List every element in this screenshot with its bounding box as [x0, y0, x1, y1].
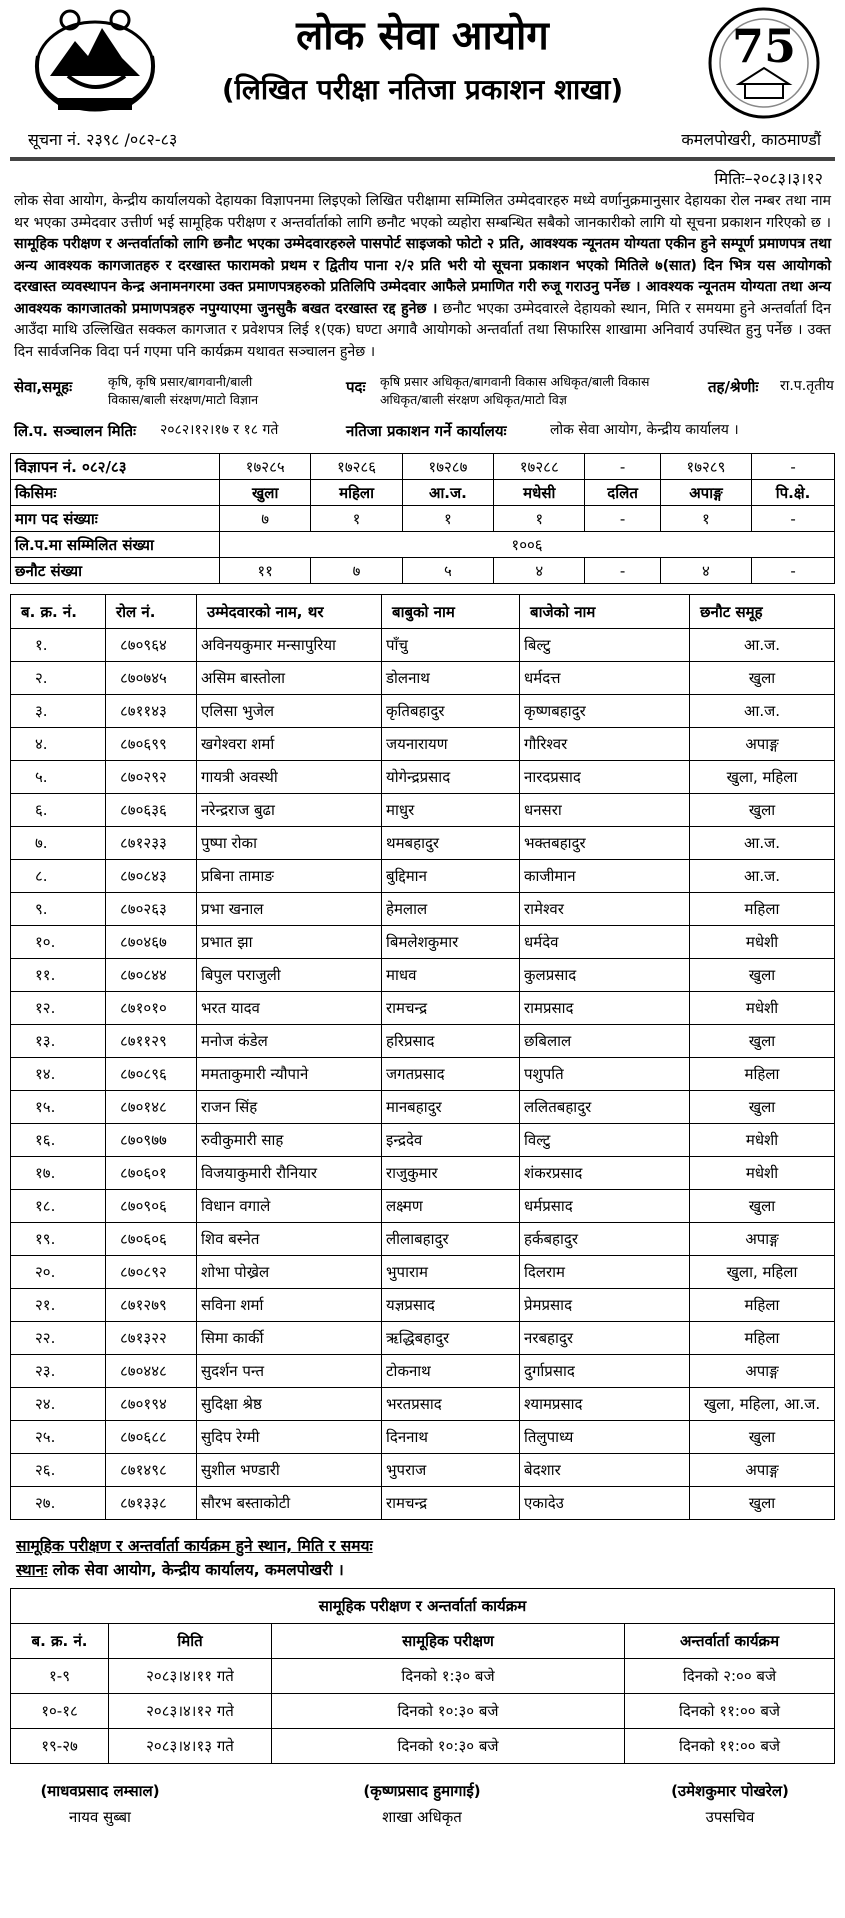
signatory-designation: शाखा अधिकृत: [382, 1808, 462, 1826]
col-header-name: उम्मेदवारको नाम, थर: [197, 595, 382, 629]
cand-roll: ८७०४६७: [106, 926, 197, 959]
advt-participated-row: [11, 532, 835, 558]
cand-father: रामचन्द्र: [382, 1487, 520, 1520]
candidate-row: [11, 1157, 835, 1190]
signatory-name: (उमेशकुमार पोखरेल): [671, 1782, 789, 1800]
cand-father: भरतप्रसाद: [382, 1388, 520, 1421]
cand-name: सुदिक्षा श्रेष्ठ: [197, 1388, 382, 1421]
candidate-row: [11, 992, 835, 1025]
cand-father: लीलाबहादुर: [382, 1223, 520, 1256]
cand-grandfather: तिलुपाध्य: [520, 1421, 690, 1454]
cand-grandfather: धनसरा: [520, 794, 690, 827]
notice-text-3: छनौट भएका उम्मेदवारले देहायको स्थान, मिति र समयमा हुने अन्तर्वार्ता दिन आउँदा माथि उल्लिखित सक्कल कागजात र प्रवेशपत्र लिई १(एक) घण्टा अगावै आयोगको अन्तर्वार्ता तथा सिफारिस शाखामा अनिवार्य उपस्थित हुनु पर्नेछ । उक्त दिन सार्वजनिक विदा पर्न गएमा पनि कार्यक्रम यथावत सञ्चालन हुनेछ ।: [14, 300, 831, 360]
cand-grandfather: छबिलाल: [520, 1025, 690, 1058]
cand-serial: २५.: [11, 1421, 106, 1454]
cand-roll: ८७०२६३: [106, 893, 197, 926]
programme-caption: सामूहिक परीक्षण र अन्तर्वार्ता कार्यक्रम: [11, 1589, 835, 1624]
cand-grandfather: नारदप्रसाद: [520, 761, 690, 794]
cand-name: सुदर्शन पन्त: [197, 1355, 382, 1388]
advt-selected: ११: [220, 558, 311, 584]
cand-grandfather: कुलप्रसाद: [520, 959, 690, 992]
candidate-row: [11, 662, 835, 695]
cand-group: खुला: [690, 794, 835, 827]
cand-roll: ८७११२९: [106, 1025, 197, 1058]
candidate-row: [11, 761, 835, 794]
cand-roll: ८७०८४३: [106, 860, 197, 893]
cand-group: महिला: [690, 1322, 835, 1355]
cand-group: महिला: [690, 1289, 835, 1322]
advt-selected: ४: [494, 558, 585, 584]
cand-group: खुला, महिला, आ.ज.: [690, 1388, 835, 1421]
cand-serial: ४.: [11, 728, 106, 761]
cand-father: बुद्दिमान: [382, 860, 520, 893]
cand-grandfather: बिल्टु: [520, 629, 690, 662]
signature: [292, 1778, 552, 1830]
logo-75-text: 75: [731, 19, 797, 73]
cand-roll: ८७१३३८: [106, 1487, 197, 1520]
cand-serial: २०.: [11, 1256, 106, 1289]
prog-group-test: दिनको १०:३० बजे: [272, 1694, 625, 1729]
cand-roll: ८७०६८८: [106, 1421, 197, 1454]
cand-grandfather: दिलराम: [520, 1256, 690, 1289]
col-header-serial: ब. क्र. नं.: [11, 595, 106, 629]
office-label: नतिजा प्रकाशन गर्ने कार्यालयः: [346, 422, 507, 440]
advt-demand: १: [402, 506, 493, 532]
cand-name: पुष्पा रोका: [197, 827, 382, 860]
candidate-row: [11, 1256, 835, 1289]
programme-table: [10, 1588, 835, 1764]
advt-number: -: [585, 454, 660, 480]
cand-father: रामचन्द्र: [382, 992, 520, 1025]
cand-grandfather: गौरिश्वर: [520, 728, 690, 761]
signatory-designation: नायव सुब्बा: [69, 1808, 131, 1826]
cand-serial: १४.: [11, 1058, 106, 1091]
cand-serial: १३.: [11, 1025, 106, 1058]
cand-group: अपाङ्ग: [690, 1454, 835, 1487]
cand-serial: २३.: [11, 1355, 106, 1388]
cand-group: आ.ज.: [690, 860, 835, 893]
cand-grandfather: रामप्रसाद: [520, 992, 690, 1025]
office-value: लोक सेवा आयोग, केन्द्रीय कार्यालय ।: [550, 422, 739, 438]
candidate-row: [11, 1058, 835, 1091]
cand-group: महिला: [690, 1058, 835, 1091]
cand-roll: ८७०१४८: [106, 1091, 197, 1124]
programme-row: [11, 1659, 835, 1694]
cand-group: खुला: [690, 1025, 835, 1058]
post-value-2: अधिकृत/बाली संरक्षण अधिकृत/माटो विज्ञ: [380, 392, 567, 407]
cand-group: महिला: [690, 893, 835, 926]
cand-roll: ८७०६९९: [106, 728, 197, 761]
cand-name: विधान वगाले: [197, 1190, 382, 1223]
candidate-row: [11, 1322, 835, 1355]
candidate-row: [11, 728, 835, 761]
advt-kind: अपाङ्ग: [660, 480, 751, 506]
cand-name: गायत्री अवस्थी: [197, 761, 382, 794]
prog-date: २०८३।४।१२ गते: [109, 1694, 272, 1729]
cand-roll: ८७०८९२: [106, 1256, 197, 1289]
cand-father: टोकनाथ: [382, 1355, 520, 1388]
candidate-table: [10, 594, 835, 1520]
cand-grandfather: हर्कबहादुर: [520, 1223, 690, 1256]
candidate-row: [11, 860, 835, 893]
candidate-row: [11, 1091, 835, 1124]
prog-date: २०८३।४।१३ गते: [109, 1729, 272, 1764]
prog-header-interview: अन्तर्वार्ता कार्यक्रम: [625, 1624, 835, 1659]
cand-serial: १२.: [11, 992, 106, 1025]
col-header-roll: रोल नं.: [106, 595, 197, 629]
cand-group: खुला: [690, 959, 835, 992]
cand-father: राजुकुमार: [382, 1157, 520, 1190]
advt-number: १७२८८: [494, 454, 585, 480]
notice-text-1: लोक सेवा आयोग, केन्द्रीय कार्यालयको देहायका विज्ञापनमा लिइएको लिखित परीक्षामा सम्मिलित उम्मेदवारहरु मध्ये वर्णानुक्रमानुसार देहायका रोल नम्बर तथा नाम थर भएका उम्मेदवार उत्तीर्ण भई सामूहिक परीक्षण र अन्तर्वार्ताको लागि छनौट भएको व्यहोरा सम्बन्धित सबैको जानकारीको लागि यो सूचना प्रकाशन गरिएको छ ।: [14, 193, 831, 231]
cand-group: खुला, महिला: [690, 761, 835, 794]
cand-father: कृतिबहादुर: [382, 695, 520, 728]
candidate-row: [11, 926, 835, 959]
advt-number: १७२८५: [220, 454, 311, 480]
venue-place-label: स्थानः: [16, 1561, 48, 1579]
programme-header-row: [11, 1624, 835, 1659]
cand-grandfather: काजीमान: [520, 860, 690, 893]
cand-father: डोलनाथ: [382, 662, 520, 695]
prog-date: २०८३।४।११ गते: [109, 1659, 272, 1694]
prog-interview: दिनको २:०० बजे: [625, 1659, 835, 1694]
cand-grandfather: प्रेमप्रसाद: [520, 1289, 690, 1322]
programme-row: [11, 1729, 835, 1764]
cand-father: पाँचु: [382, 629, 520, 662]
candidate-row: [11, 794, 835, 827]
cand-grandfather: धर्मदत्त: [520, 662, 690, 695]
signatory-designation: उपसचिव: [705, 1808, 755, 1826]
cand-roll: ८७०६०१: [106, 1157, 197, 1190]
cand-grandfather: धर्मप्रसाद: [520, 1190, 690, 1223]
signatory-name: (माधवप्रसाद लम्साल): [40, 1782, 160, 1800]
advt-selected: ५: [402, 558, 493, 584]
cand-name: ममताकुमारी न्यौपाने: [197, 1058, 382, 1091]
cand-name: मनोज कंडेल: [197, 1025, 382, 1058]
cand-grandfather: एकादेउ: [520, 1487, 690, 1520]
prog-serial: १-९: [11, 1659, 109, 1694]
service-value-2: विकास/बाली संरक्षण/माटो विज्ञान: [108, 392, 259, 407]
page-header: [10, 0, 835, 155]
prog-group-test: दिनको १०:३० बजे: [272, 1729, 625, 1764]
candidate-row: [11, 1124, 835, 1157]
candidate-row: [11, 1421, 835, 1454]
cand-father: माधुर: [382, 794, 520, 827]
level-value: रा.प.तृतीय: [780, 378, 834, 394]
candidate-row: [11, 893, 835, 926]
cand-name: प्रबिना तामाङ: [197, 860, 382, 893]
cand-roll: ८७०८९६: [106, 1058, 197, 1091]
advt-demand: -: [585, 506, 660, 532]
candidate-row: [11, 1190, 835, 1223]
cand-name: बिपुल पराजुली: [197, 959, 382, 992]
advt-selected: -: [752, 558, 835, 584]
cand-father: भुपाराम: [382, 1256, 520, 1289]
cand-roll: ८७१३२२: [106, 1322, 197, 1355]
cand-name: सविना शर्मा: [197, 1289, 382, 1322]
cand-grandfather: रामेश्वर: [520, 893, 690, 926]
cand-name: प्रभा खनाल: [197, 893, 382, 926]
cand-serial: २६.: [11, 1454, 106, 1487]
cand-group: अपाङ्ग: [690, 728, 835, 761]
cand-father: भुपराज: [382, 1454, 520, 1487]
candidate-row: [11, 1487, 835, 1520]
col-header-grandfather: बाजेको नाम: [520, 595, 690, 629]
advt-row-label: लि.प.मा सम्मिलित संख्या: [11, 532, 220, 558]
cand-serial: २.: [11, 662, 106, 695]
exam-date-value: २०८२।१२।१७ र १८ गते: [160, 422, 279, 438]
candidate-row: [11, 1388, 835, 1421]
advt-demand: ७: [220, 506, 311, 532]
candidate-header-row: [11, 595, 835, 629]
signature: [0, 1778, 230, 1830]
advt-selected-row: [11, 558, 835, 584]
cand-roll: ८७०६०६: [106, 1223, 197, 1256]
notice-number: सूचना नं. २३९८ /०८२-८३: [28, 130, 178, 149]
candidate-row: [11, 959, 835, 992]
anniversary-75-logo: [705, 4, 823, 122]
cand-serial: ७.: [11, 827, 106, 860]
candidate-row: [11, 1454, 835, 1487]
candidate-rows: [11, 629, 835, 1520]
advt-demand: -: [752, 506, 835, 532]
cand-grandfather: बेदशार: [520, 1454, 690, 1487]
cand-group: आ.ज.: [690, 629, 835, 662]
cand-name: भरत यादव: [197, 992, 382, 1025]
cand-group: खुला: [690, 1487, 835, 1520]
col-header-group: छनौट समूह: [690, 595, 835, 629]
signature-block: [10, 1778, 835, 1848]
prog-header-date: मिति: [109, 1624, 272, 1659]
cand-grandfather: नरबहादुर: [520, 1322, 690, 1355]
cand-serial: १९.: [11, 1223, 106, 1256]
advt-kind: महिला: [311, 480, 402, 506]
advt-demand: १: [311, 506, 402, 532]
cand-roll: ८७०६३६: [106, 794, 197, 827]
cand-father: बिमलेशकुमार: [382, 926, 520, 959]
candidate-row: [11, 1223, 835, 1256]
advt-row-label: विज्ञापन नं. ०८२/८३: [11, 454, 220, 480]
venue-section: [10, 1534, 835, 1582]
advt-kind: पि.क्षे.: [752, 480, 835, 506]
cand-roll: ८७०१९४: [106, 1388, 197, 1421]
prog-header-group-test: सामूहिक परीक्षण: [272, 1624, 625, 1659]
cand-serial: १६.: [11, 1124, 106, 1157]
cand-group: आ.ज.: [690, 827, 835, 860]
prog-group-test: दिनको १:३० बजे: [272, 1659, 625, 1694]
cand-roll: ८७०९०६: [106, 1190, 197, 1223]
cand-name: सुशील भण्डारी: [197, 1454, 382, 1487]
cand-roll: ८७०४४८: [106, 1355, 197, 1388]
cand-serial: १८.: [11, 1190, 106, 1223]
advt-selected: -: [585, 558, 660, 584]
cand-group: मधेशी: [690, 1124, 835, 1157]
col-header-father: बाबुको नाम: [382, 595, 520, 629]
cand-grandfather: ललितबहादुर: [520, 1091, 690, 1124]
cand-group: मधेशी: [690, 926, 835, 959]
cand-name: असिम बास्तोला: [197, 662, 382, 695]
advt-row-label: किसिमः: [11, 480, 220, 506]
cand-name: सुदिप रेग्मी: [197, 1421, 382, 1454]
notice-paragraph: [10, 191, 835, 363]
cand-name: एलिसा भुजेल: [197, 695, 382, 728]
cand-group: अपाङ्ग: [690, 1355, 835, 1388]
cand-serial: १.: [11, 629, 106, 662]
office-location: कमलपोखरी, काठमाण्डौं: [681, 130, 821, 149]
cand-serial: १५.: [11, 1091, 106, 1124]
prog-header-serial: ब. क्र. नं.: [11, 1624, 109, 1659]
cand-name: खगेश्वरा शर्मा: [197, 728, 382, 761]
advt-kind-row: [11, 480, 835, 506]
cand-father: हरिप्रसाद: [382, 1025, 520, 1058]
notice-text-bold: सामूहिक परीक्षण र अन्तर्वार्ताको लागि छनौट भएका उम्मेदवारहरुले पासपोर्ट साइजको फोटो २ प्रति, आवश्यक न्यूनतम योग्यता एकीन हुने सम्पूर्ण प्रमाणपत्र तथा अन्य आवश्यक कागजातहरु र दरखास्त फारामको प्रथम र द्वितीय पाना २/२ प्रति भरी यो सूचना प्रकाशन भएको मितिले ७(सात) दिन भित्र यस आयोगको दरखास्त व्यवस्थापन केन्द्र अनामनगरमा उक्त प्रमाणपत्रहरुको प्रतिलिपि उम्मेदवार आफैले प्रमाणित गरी रुजू गराउनु पर्नेछ । आवश्यक न्यूनतम योग्यता तथा अन्य आवश्यक कागजातको प्रमाणपत्रहरु नपुग्याएमा जुनसुकै बखत दरखास्त रद्द हुनेछ ।: [14, 236, 831, 317]
cand-name: शोभा पोख्रेल: [197, 1256, 382, 1289]
post-info: [10, 363, 835, 453]
cand-father: हेमलाल: [382, 893, 520, 926]
cand-serial: ११.: [11, 959, 106, 992]
cand-name: अविनयकुमार मन्सापुरिया: [197, 629, 382, 662]
cand-name: शिव बस्नेत: [197, 1223, 382, 1256]
advt-number: १७२८६: [311, 454, 402, 480]
candidate-row: [11, 1355, 835, 1388]
advt-participated: १००६: [220, 532, 835, 558]
cand-serial: २४.: [11, 1388, 106, 1421]
cand-group: खुला: [690, 662, 835, 695]
cand-father: यज्ञप्रसाद: [382, 1289, 520, 1322]
advt-demand: १: [494, 506, 585, 532]
cand-name: नरेन्द्रराज बुढा: [197, 794, 382, 827]
programme-row: [11, 1694, 835, 1729]
notice-date: मितिः–२०८३।३।१२: [714, 169, 823, 188]
cand-group: खुला, महिला: [690, 1256, 835, 1289]
cand-roll: ८७०८४४: [106, 959, 197, 992]
post-label: पदः: [346, 378, 366, 396]
advt-row-label: छनौट संख्या: [11, 558, 220, 584]
cand-serial: २७.: [11, 1487, 106, 1520]
advt-number: -: [752, 454, 835, 480]
cand-grandfather: दुर्गाप्रसाद: [520, 1355, 690, 1388]
advt-kind: दलित: [585, 480, 660, 506]
signature: [600, 1778, 845, 1830]
cand-name: रुवीकुमारी साह: [197, 1124, 382, 1157]
advt-selected: ४: [660, 558, 751, 584]
venue-place-value: लोक सेवा आयोग, केन्द्रीय कार्यालय, कमलपोखरी ।: [47, 1561, 344, 1579]
cand-group: मधेशी: [690, 992, 835, 1025]
cand-grandfather: भक्तबहादुर: [520, 827, 690, 860]
org-name: लोक सेवा आयोग: [296, 13, 549, 59]
branch-name: (लिखित परीक्षा नतिजा प्रकाशन शाखा): [221, 73, 624, 106]
cand-serial: ३.: [11, 695, 106, 728]
candidate-row: [11, 1025, 835, 1058]
candidate-row: [11, 629, 835, 662]
advt-kind: खुला: [220, 480, 311, 506]
cand-serial: ९.: [11, 893, 106, 926]
cand-name: राजन सिंह: [197, 1091, 382, 1124]
advt-kind: आ.ज.: [402, 480, 493, 506]
advt-number-row: [11, 454, 835, 480]
cand-roll: ८७०९६४: [106, 629, 197, 662]
cand-serial: २१.: [11, 1289, 106, 1322]
cand-grandfather: विल्टु: [520, 1124, 690, 1157]
cand-roll: ८७१४९८: [106, 1454, 197, 1487]
candidate-row: [11, 1289, 835, 1322]
exam-date-label: लि.प. सञ्चालन मितिः: [14, 422, 137, 440]
cand-serial: ८.: [11, 860, 106, 893]
advt-number: १७२८७: [402, 454, 493, 480]
signatory-name: (कृष्णप्रसाद हुमागाई): [363, 1782, 481, 1800]
candidate-row: [11, 695, 835, 728]
cand-group: खुला: [690, 1190, 835, 1223]
cand-roll: ८७१२७९: [106, 1289, 197, 1322]
cand-group: मधेशी: [690, 1157, 835, 1190]
advt-demand-row: [11, 506, 835, 532]
cand-group: खुला: [690, 1421, 835, 1454]
cand-father: इन्द्रदेव: [382, 1124, 520, 1157]
cand-grandfather: श्यामप्रसाद: [520, 1388, 690, 1421]
advt-number: १७२८९: [660, 454, 751, 480]
advt-row-label: माग पद संख्याः: [11, 506, 220, 532]
cand-father: माधव: [382, 959, 520, 992]
cand-father: थमबहादुर: [382, 827, 520, 860]
prog-interview: दिनको ११:०० बजे: [625, 1694, 835, 1729]
advt-demand: १: [660, 506, 751, 532]
cand-serial: २२.: [11, 1322, 106, 1355]
candidate-row: [11, 827, 835, 860]
advertisement-table: [10, 453, 835, 584]
cand-father: दिननाथ: [382, 1421, 520, 1454]
venue-heading: सामूहिक परीक्षण र अन्तर्वार्ता कार्यक्रम हुने स्थान, मिति र समयः: [16, 1537, 373, 1555]
level-label: तह/श्रेणीः: [708, 378, 759, 396]
cand-serial: ६.: [11, 794, 106, 827]
cand-group: आ.ज.: [690, 695, 835, 728]
service-label: सेवा,समूहः: [14, 378, 73, 396]
cand-group: खुला: [690, 1091, 835, 1124]
cand-serial: ५.: [11, 761, 106, 794]
cand-grandfather: कृष्णबहादुर: [520, 695, 690, 728]
advt-selected: ७: [311, 558, 402, 584]
prog-serial: १९-२७: [11, 1729, 109, 1764]
cand-roll: ८७१०१०: [106, 992, 197, 1025]
service-value-1: कृषि, कृषि प्रसार/बागवानी/बाली: [108, 374, 253, 389]
cand-father: जयनारायण: [382, 728, 520, 761]
cand-group: अपाङ्ग: [690, 1223, 835, 1256]
cand-grandfather: शंकरप्रसाद: [520, 1157, 690, 1190]
cand-father: लक्ष्मण: [382, 1190, 520, 1223]
cand-serial: १०.: [11, 926, 106, 959]
cand-name: सिमा कार्की: [197, 1322, 382, 1355]
cand-name: प्रभात झा: [197, 926, 382, 959]
cand-roll: ८७०९७७: [106, 1124, 197, 1157]
cand-father: योगेन्द्रप्रसाद: [382, 761, 520, 794]
cand-name: सौरभ बस्ताकोटी: [197, 1487, 382, 1520]
cand-roll: ८७०२९२: [106, 761, 197, 794]
cand-roll: ८७१२३३: [106, 827, 197, 860]
cand-roll: ८७०७४५: [106, 662, 197, 695]
cand-father: ऋद्धिबहादुर: [382, 1322, 520, 1355]
prog-serial: १०-१८: [11, 1694, 109, 1729]
advt-kind: मधेसी: [494, 480, 585, 506]
cand-grandfather: पशुपति: [520, 1058, 690, 1091]
cand-grandfather: धर्मदेव: [520, 926, 690, 959]
cand-father: मानबहादुर: [382, 1091, 520, 1124]
cand-roll: ८७११४३: [106, 695, 197, 728]
cand-father: जगतप्रसाद: [382, 1058, 520, 1091]
cand-serial: १७.: [11, 1157, 106, 1190]
cand-name: विजयाकुमारी रौनियार: [197, 1157, 382, 1190]
post-value-1: कृषि प्रसार अधिकृत/बागवानी विकास अधिकृत/बाली विकास: [380, 374, 650, 389]
prog-interview: दिनको ११:०० बजे: [625, 1729, 835, 1764]
